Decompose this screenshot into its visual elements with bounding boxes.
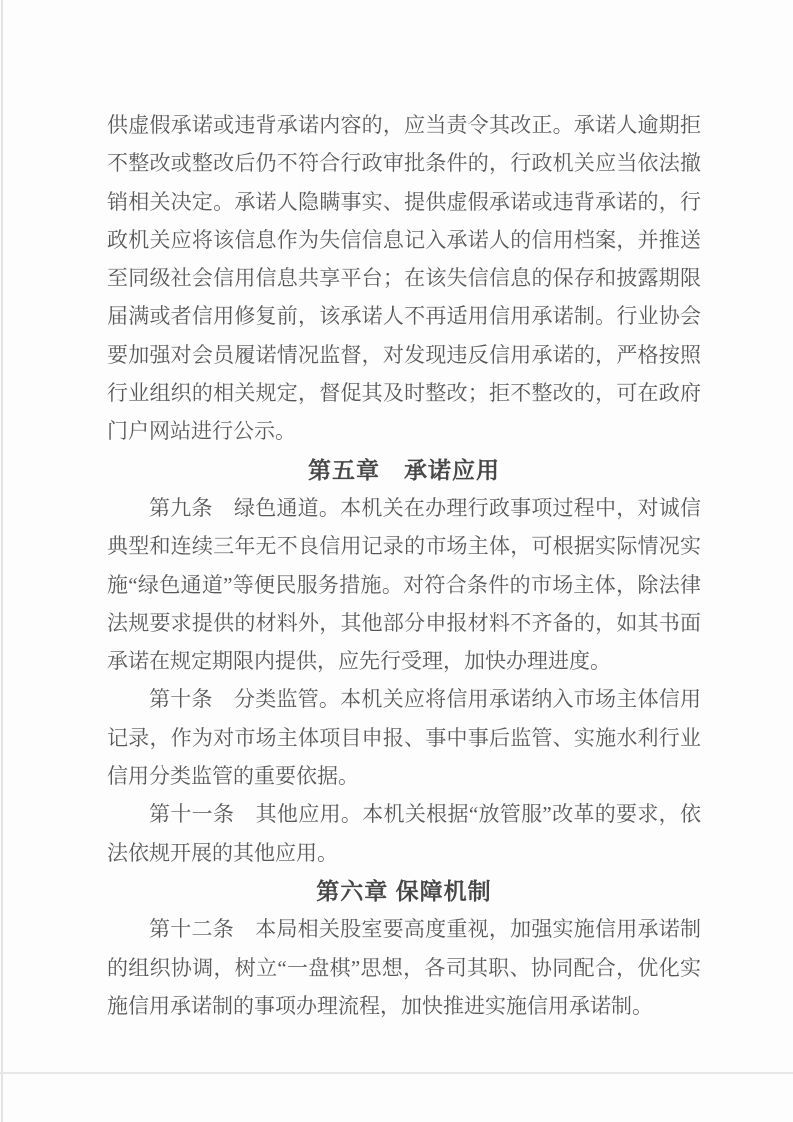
chapter-heading: 第五章 承诺应用 xyxy=(308,456,500,483)
paragraph: 第十条 分类监管。本机关应将信用承诺纳入市场主体信用记录，作为对市场主体项目申报、事中事后监管、实施水利行业信用分类监管的重要依据。 xyxy=(107,687,701,789)
paragraph: 第九条 绿色通道。本机关在办理行政事项过程中，对诚信典型和连续三年无不良信用记录的市场主体，可根据实际情况实施“绿色通道”等便民服务措施。对符合条件的市场主体，除法律法规要求提供的材料外，其他部分申报材料不齐备的，如其书面承诺在规定期限内提供，应先行受理，加快办理进度。 xyxy=(107,495,701,674)
document-text-column xyxy=(107,106,701,1025)
scan-fold-line-bottom xyxy=(0,1072,793,1074)
paragraph: 第十二条 本局相关股室要高度重视，加强实施信用承诺制的组织协调，树立“一盘棋”思想，各司其职、协同配合，优化实施信用承诺制的事项办理流程，加快推进实施信用承诺制。 xyxy=(107,917,701,1018)
scan-edge-line-left xyxy=(1,0,3,1122)
chapter-heading: 第六章 保障机制 xyxy=(316,877,492,904)
paragraph: 第十一条 其他应用。本机关根据“放管服”改革的要求，依法依规开展的其他应用。 xyxy=(107,802,701,865)
paragraph: 供虚假承诺或违背承诺内容的，应当责令其改正。承诺人逾期拒不整改或整改后仍不符合行政审批条件的，行政机关应当依法撤销相关决定。承诺人隐瞒事实、提供虚假承诺或违背承诺的，行政机关应将该信息作为失信信息记入承诺人的信用档案，并推送至同级社会信用信息共享平台；在该失信信息的保存和披露期限届满或者信用修复前，该承诺人不再适用信用承诺制。行业协会要加强对会员履诺情况监督，对发现违反信用承诺的，严格按照行业组织的相关规定，督促其及时整改；拒不整改的，可在政府门户网站进行公示。 xyxy=(107,113,701,444)
